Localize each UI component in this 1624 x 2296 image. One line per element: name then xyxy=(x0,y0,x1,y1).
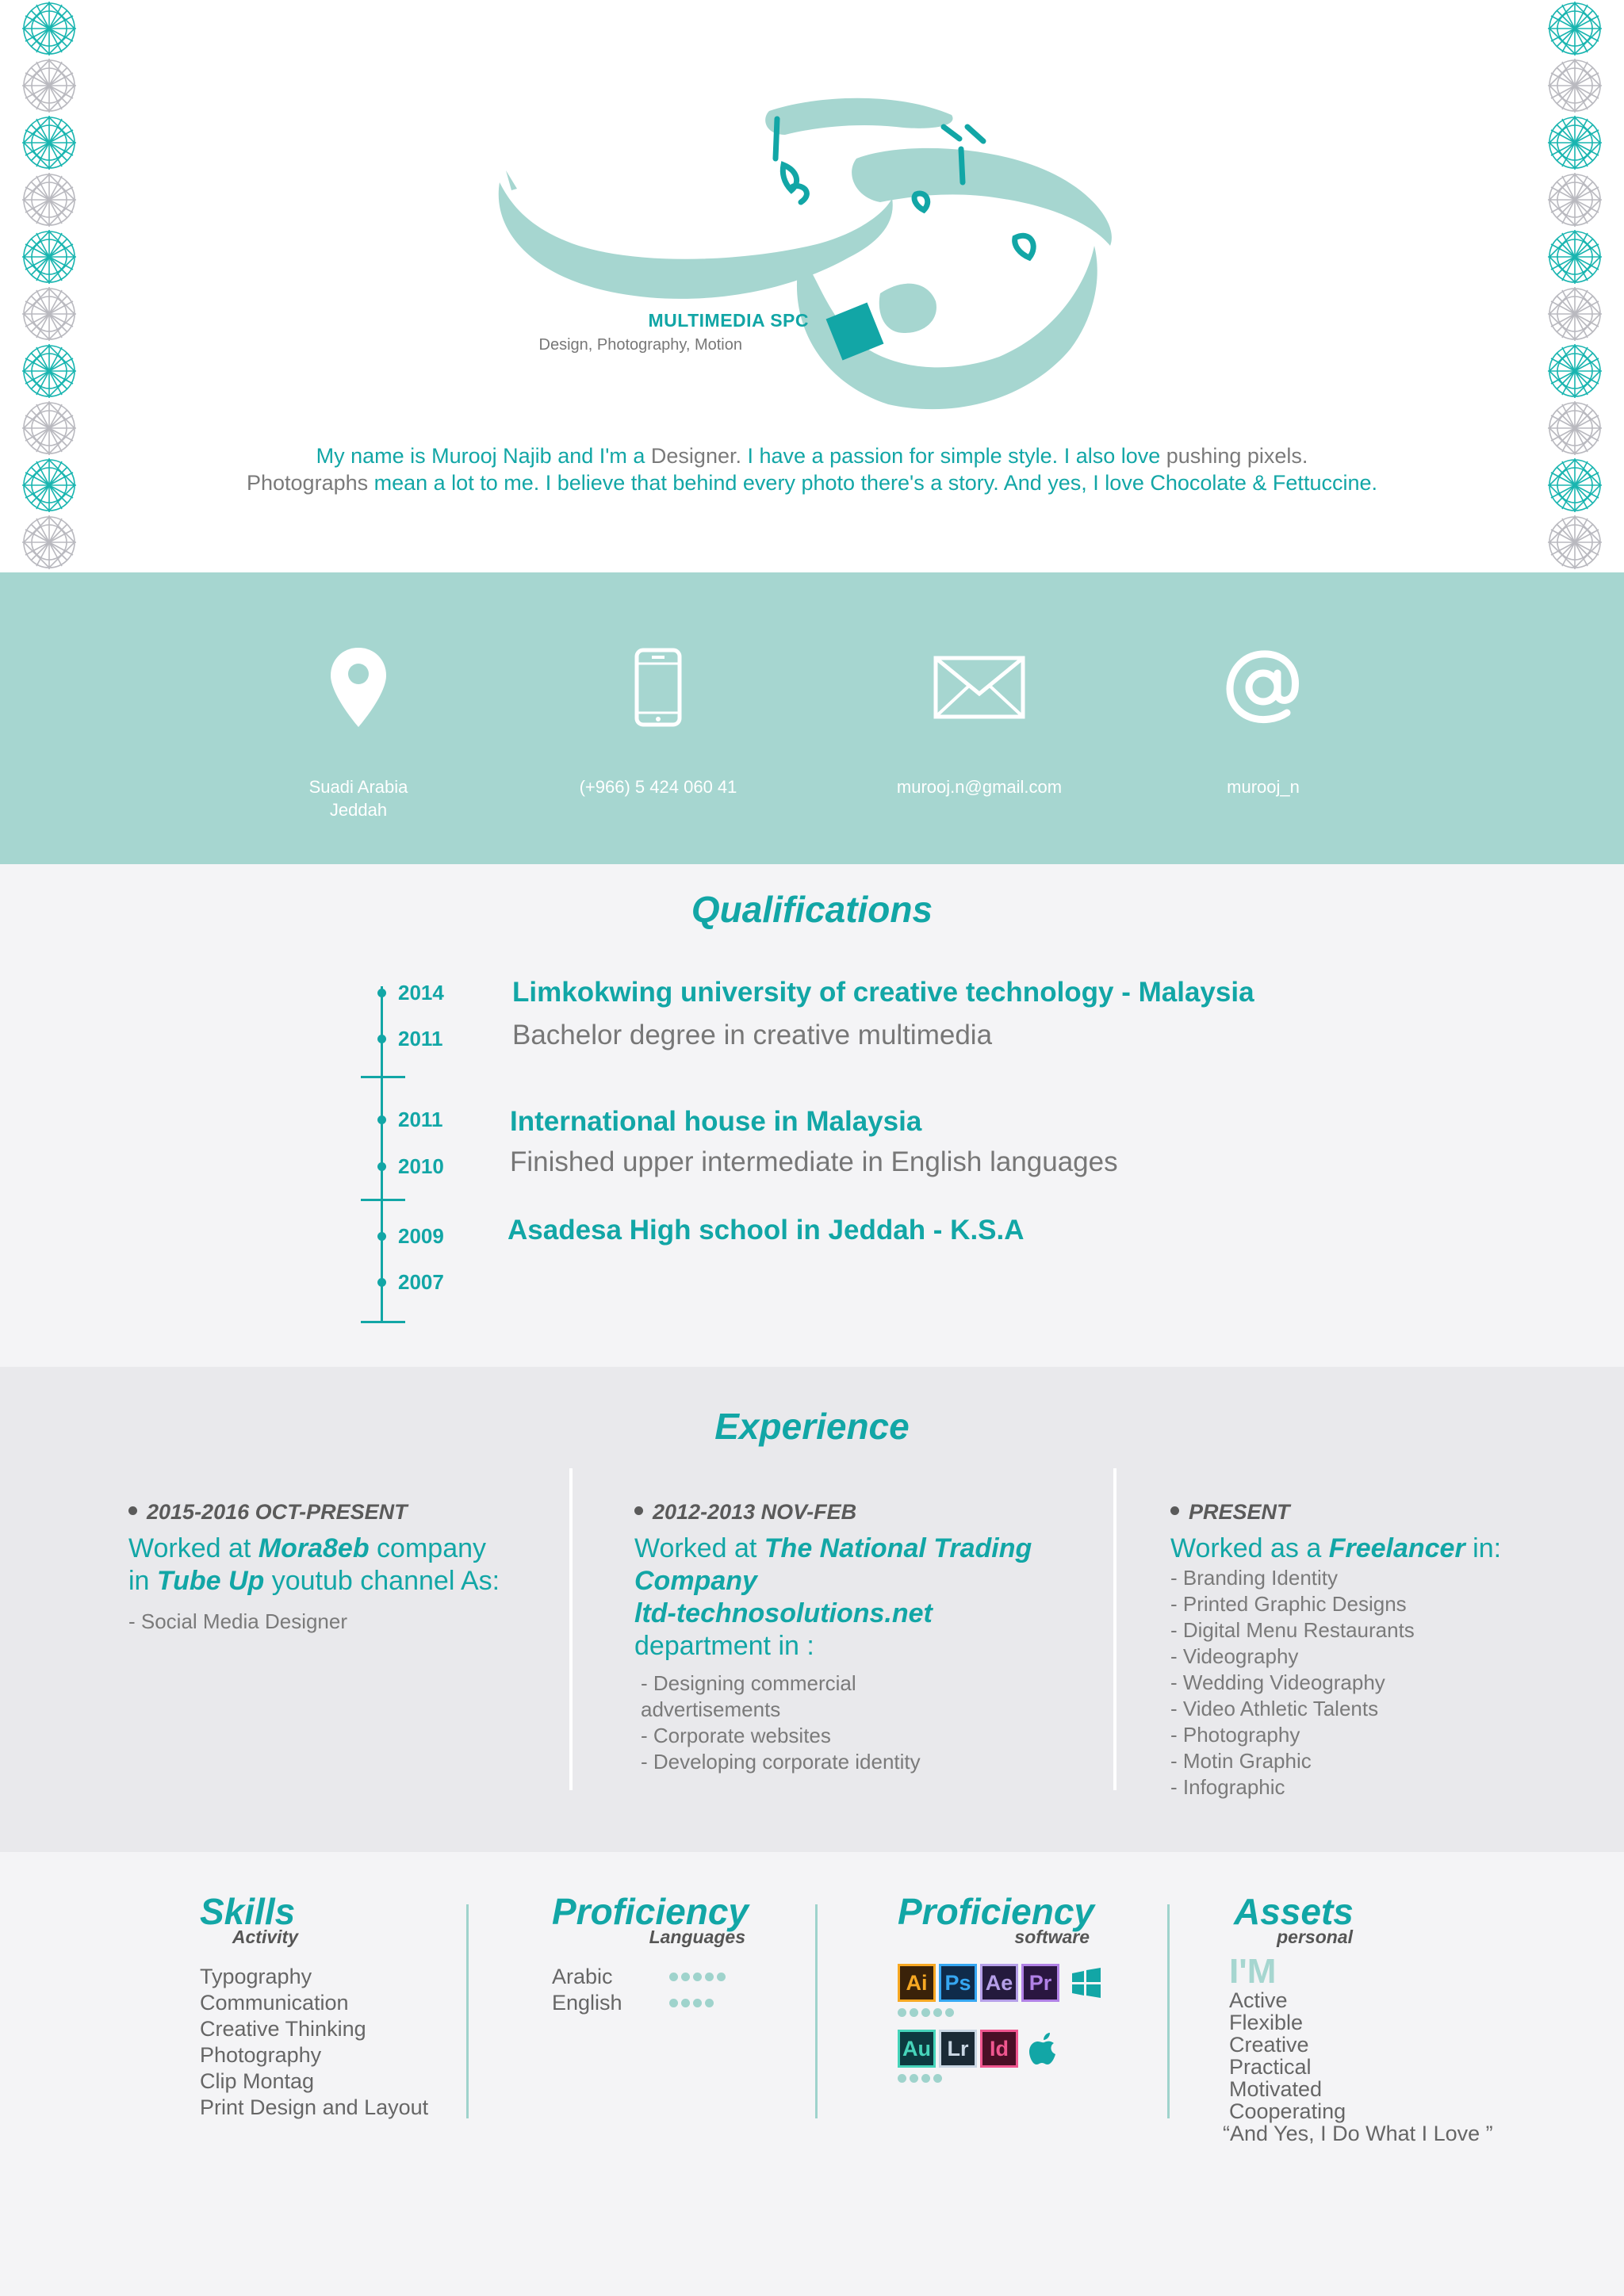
ornament-motif xyxy=(1548,173,1602,227)
list-item: - Social Media Designer xyxy=(128,1609,348,1633)
list-item: - Video Athletic Talents xyxy=(1170,1697,1379,1720)
intro-highlight: Photographs xyxy=(247,471,369,495)
ornament-motif xyxy=(22,173,76,227)
assets-list xyxy=(1223,1988,1578,2145)
languages-title: Proficiency xyxy=(552,1891,749,1932)
ornament-motif xyxy=(1548,287,1602,341)
level-dot xyxy=(945,2008,954,2017)
brand-name: MULTIMEDIA SPC xyxy=(648,310,809,331)
contact-band xyxy=(0,572,1624,864)
contact-handle xyxy=(1120,572,1406,864)
heading-text: in: xyxy=(1465,1533,1502,1563)
language-name: Arabic xyxy=(552,1965,613,1988)
list-item: Practical xyxy=(1229,2055,1312,2079)
list-item: Communication xyxy=(200,1991,349,2015)
ornament-motif xyxy=(1548,458,1602,512)
list-item: Cooperating xyxy=(1229,2099,1346,2123)
experience-column-3 xyxy=(1170,1500,1583,1800)
software-row-2 xyxy=(898,2030,1151,2068)
experience-date xyxy=(634,1500,1094,1525)
list-item: Creative xyxy=(1229,2033,1309,2057)
software-block xyxy=(898,1890,1151,2083)
language-row xyxy=(552,1990,790,2016)
apple-icon xyxy=(1029,2031,1059,2066)
timeline-dot xyxy=(377,1035,386,1043)
experience-list xyxy=(128,1609,557,1635)
qualification-school: International house in Malaysia xyxy=(510,1106,922,1137)
level-dot xyxy=(933,2008,942,2017)
windows-icon xyxy=(1071,1967,1102,1999)
heading-emphasis: Tube Up xyxy=(156,1566,265,1596)
intro-paragraph xyxy=(238,442,1386,496)
list-item: - Motin Graphic xyxy=(1170,1749,1312,1773)
phone-number[interactable]: (+966) 5 424 060 41 xyxy=(579,777,737,797)
list-item: - Corporate websites xyxy=(641,1724,831,1747)
list-item: Motivated xyxy=(1229,2077,1323,2101)
column-divider xyxy=(1113,1468,1116,1790)
heading-emphasis: Company xyxy=(634,1566,757,1596)
contact-phone xyxy=(515,572,801,864)
year-label: 2010 xyxy=(398,1154,444,1178)
ornament-motif xyxy=(1548,230,1602,284)
ornament-motif xyxy=(22,401,76,455)
experience-heading xyxy=(1170,1533,1583,1565)
heading-text: in xyxy=(128,1566,157,1596)
ornament-motif xyxy=(22,116,76,170)
timeline-separator xyxy=(361,1076,405,1078)
level-dot xyxy=(693,1973,702,1981)
language-row xyxy=(552,1964,790,1990)
list-item: Active xyxy=(1229,1988,1288,2012)
experience-heading xyxy=(634,1533,1094,1663)
language-level-dots xyxy=(669,1999,714,2007)
timeline-dot xyxy=(377,1278,386,1287)
list-item: - Digital Menu Restaurants xyxy=(1170,1618,1415,1642)
qualification-school: Asadesa High school in Jeddah - K.S.A xyxy=(508,1215,1025,1246)
timeline-dot xyxy=(377,1232,386,1241)
experience-title: Experience xyxy=(714,1406,910,1447)
after-effects-icon: Ae xyxy=(980,1964,1018,2002)
experience-list xyxy=(1170,1565,1583,1800)
level-dot xyxy=(898,2074,906,2083)
experience-column-2 xyxy=(634,1500,1094,1775)
ornament-motif xyxy=(22,344,76,398)
level-dot xyxy=(669,1973,678,1981)
assets-subtitle: personal xyxy=(1277,1927,1353,1947)
software-level-dots xyxy=(898,2008,1151,2017)
level-dot xyxy=(910,2008,918,2017)
heading-emphasis: Mora8eb xyxy=(258,1533,370,1563)
software-row-1 xyxy=(898,1964,1151,2002)
intro-text: I have a passion for simple style. I also love xyxy=(741,444,1166,468)
experience-date-text: 2015-2016 OCT-PRESENT xyxy=(147,1500,408,1524)
location-city: Jeddah xyxy=(329,800,388,820)
illustrator-icon: Ai xyxy=(898,1964,936,2002)
list-item: - Wedding Videography xyxy=(1170,1670,1385,1694)
level-dot xyxy=(910,2074,918,2083)
language-level-dots xyxy=(669,1973,726,1981)
ornament-motif xyxy=(22,458,76,512)
ornament-motif xyxy=(22,287,76,341)
level-dot xyxy=(705,1999,714,2007)
ornament-motif xyxy=(1548,116,1602,170)
intro-highlight: pushing pixels. xyxy=(1166,444,1308,468)
list-item: Typography xyxy=(200,1965,312,1988)
assets-lead: I'M xyxy=(1229,1952,1277,1991)
heading-emphasis[interactable]: ltd-technosolutions.net xyxy=(634,1598,933,1628)
software-subtitle: software xyxy=(1014,1927,1090,1947)
level-dot xyxy=(921,2074,930,2083)
heading-text: Worked at xyxy=(128,1533,259,1563)
qualification-detail: Finished upper intermediate in English languages xyxy=(510,1146,1118,1177)
right-ornament-strip xyxy=(1526,0,1624,572)
level-dot xyxy=(693,1999,702,2007)
ornament-motif xyxy=(22,59,76,113)
timeline-separator xyxy=(361,1199,405,1201)
at-sign-icon xyxy=(1120,636,1406,739)
year-label: 2014 xyxy=(398,981,444,1004)
timeline-dot xyxy=(377,1115,386,1124)
contact-location xyxy=(216,572,501,864)
intro-text: My name is Murooj Najib and I'm a xyxy=(316,444,651,468)
level-dot xyxy=(921,2008,930,2017)
assets-quote: “And Yes, I Do What I Love ” xyxy=(1223,2122,1493,2145)
indesign-icon: Id xyxy=(980,2030,1018,2068)
email-address[interactable]: murooj.n@gmail.com xyxy=(896,777,1063,797)
experience-column-1 xyxy=(128,1500,557,1635)
calligraphy-logo xyxy=(484,95,1134,428)
ornament-motif xyxy=(1548,401,1602,455)
ornament-motif xyxy=(1548,344,1602,398)
experience-heading xyxy=(128,1533,557,1598)
heading-emphasis: Freelancer xyxy=(1328,1533,1465,1563)
year-label: 2011 xyxy=(398,1108,443,1131)
level-dot xyxy=(933,2074,942,2083)
list-item: Print Design and Layout xyxy=(200,2095,429,2119)
level-dot xyxy=(669,1999,678,2007)
column-divider xyxy=(1167,1904,1170,2118)
software-title: Proficiency xyxy=(898,1891,1094,1932)
list-item: Flexible xyxy=(1229,2011,1304,2034)
qualification-detail: Bachelor degree in creative multimedia xyxy=(512,1020,993,1050)
contact-email xyxy=(837,572,1122,864)
list-item: - Printed Graphic Designs xyxy=(1170,1592,1407,1616)
languages-subtitle: Languages xyxy=(649,1927,745,1947)
assets-title: Assets xyxy=(1234,1891,1354,1932)
skills-block xyxy=(200,1890,462,2121)
list-item: Clip Montag xyxy=(200,2069,315,2093)
photoshop-icon: Ps xyxy=(939,1964,977,2002)
qualification-school: Limkokwing university of creative technology - Malaysia xyxy=(512,977,1254,1008)
list-item: - Branding Identity xyxy=(1170,1566,1339,1590)
experience-list xyxy=(634,1670,1094,1775)
timeline-dot xyxy=(377,1162,386,1171)
heading-text: Worked as a xyxy=(1170,1533,1329,1563)
envelope-icon xyxy=(837,636,1122,739)
audition-icon: Au xyxy=(898,2030,936,2068)
assets-block xyxy=(1223,1890,1578,2145)
heading-emphasis: The National Trading xyxy=(764,1533,1032,1563)
left-ornament-strip xyxy=(0,0,98,572)
list-item: - Developing corporate identity xyxy=(641,1750,921,1774)
location-pin-icon xyxy=(216,636,501,739)
ornament-motif xyxy=(1548,59,1602,113)
timeline-separator xyxy=(361,1321,405,1323)
timeline-dot xyxy=(377,989,386,997)
level-dot xyxy=(681,1973,690,1981)
language-name: English xyxy=(552,1991,622,2015)
list-item: - Photography xyxy=(1170,1723,1300,1747)
level-dot xyxy=(705,1973,714,1981)
heading-text: youtub channel As: xyxy=(264,1566,500,1596)
social-handle[interactable]: murooj_n xyxy=(1227,777,1300,797)
heading-text: company xyxy=(369,1533,487,1563)
experience-date-text: PRESENT xyxy=(1189,1500,1290,1524)
list-item: - Infographic xyxy=(1170,1775,1285,1799)
level-dot xyxy=(681,1999,690,2007)
ornament-motif xyxy=(1548,515,1602,569)
qualifications-title: Qualifications xyxy=(691,889,933,930)
ornament-motif xyxy=(22,2,76,55)
skills-subtitle: Activity xyxy=(232,1927,298,1947)
column-divider xyxy=(569,1468,573,1790)
lightroom-icon: Lr xyxy=(939,2030,977,2068)
ornament-motif xyxy=(22,515,76,569)
list-item: - Designing commercial xyxy=(641,1671,856,1695)
location-country: Suadi Arabia xyxy=(308,777,408,797)
software-level-dots xyxy=(898,2074,1151,2083)
skills-title: Skills xyxy=(200,1891,296,1932)
languages-list xyxy=(552,1964,790,2016)
heading-text: Worked at xyxy=(634,1533,764,1563)
ornament-motif xyxy=(1548,2,1602,55)
column-divider xyxy=(815,1904,818,2118)
list-item: advertisements xyxy=(641,1697,781,1721)
year-label: 2011 xyxy=(398,1027,443,1050)
level-dot xyxy=(717,1973,726,1981)
intro-text: mean a lot to me. I believe that behind every photo there's a story. And yes, I love Chocolate & Fettuccine. xyxy=(368,471,1377,495)
intro-highlight: Designer. xyxy=(650,444,741,468)
year-label: 2009 xyxy=(398,1224,444,1248)
column-divider xyxy=(466,1904,469,2118)
premiere-icon: Pr xyxy=(1021,1964,1059,2002)
heading-text: department in : xyxy=(634,1631,814,1661)
brand-tagline: Design, Photography, Motion xyxy=(538,336,742,354)
list-item: - Videography xyxy=(1170,1644,1299,1668)
list-item: Photography xyxy=(200,2043,322,2067)
experience-date-text: 2012-2013 NOV-FEB xyxy=(653,1500,857,1524)
mobile-phone-icon xyxy=(515,636,801,739)
experience-date xyxy=(1170,1500,1583,1525)
skills-list xyxy=(200,1964,462,2121)
level-dot xyxy=(898,2008,906,2017)
languages-block xyxy=(552,1890,790,2016)
year-label: 2007 xyxy=(398,1270,444,1294)
ornament-motif xyxy=(22,230,76,284)
experience-date xyxy=(128,1500,557,1525)
list-item: Creative Thinking xyxy=(200,2017,366,2041)
